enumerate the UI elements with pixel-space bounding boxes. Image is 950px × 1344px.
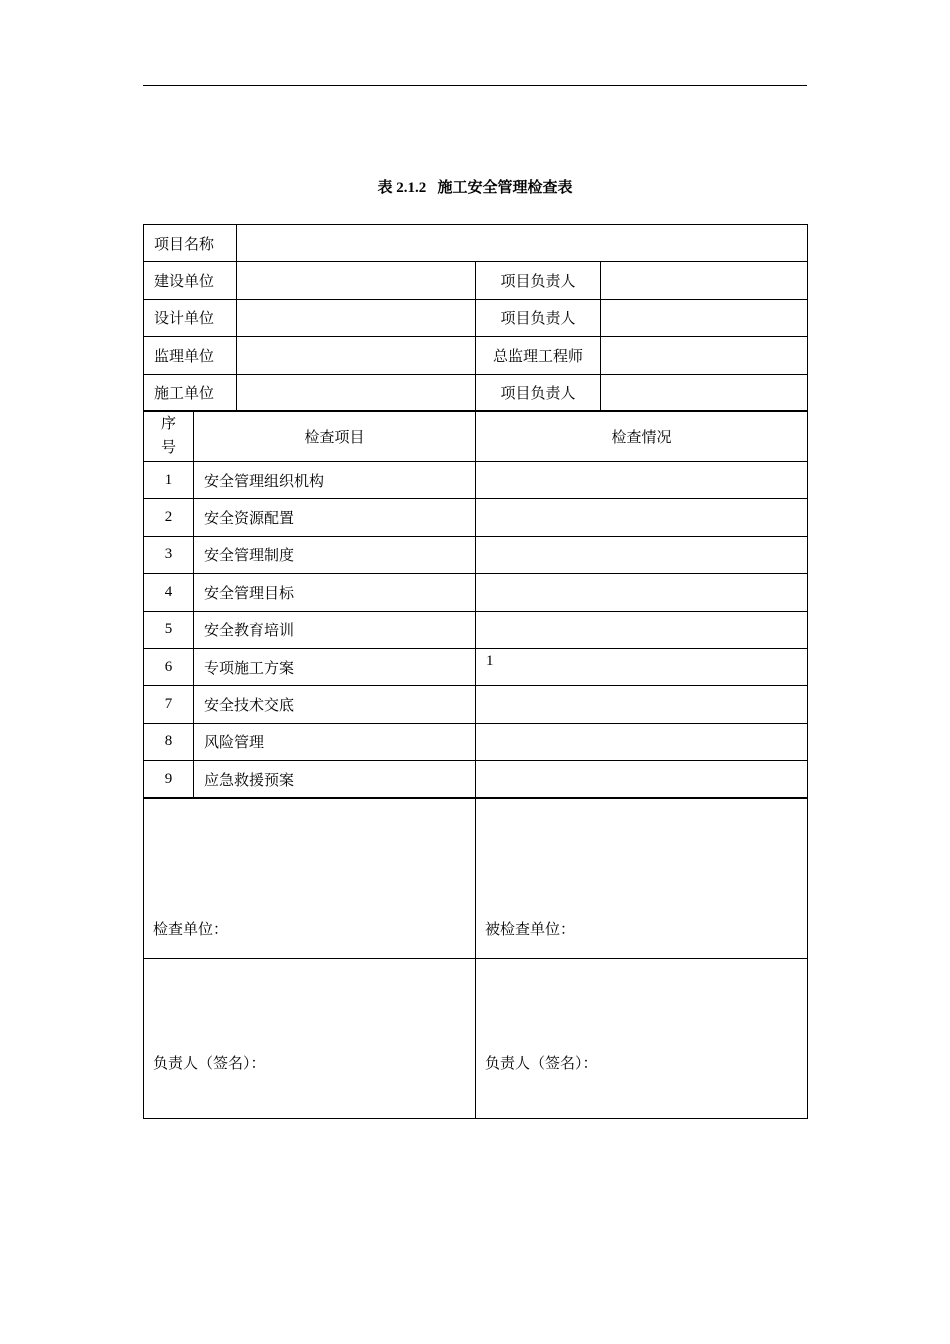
- role-value[interactable]: [601, 262, 808, 299]
- table-row: [144, 574, 808, 611]
- row-number: 7: [144, 686, 194, 723]
- role-label: 项目负责人: [476, 299, 601, 336]
- check-item: 安全资源配置: [194, 499, 476, 536]
- role-label: 总监理工程师: [476, 337, 601, 374]
- role-label: 项目负责人: [476, 262, 601, 299]
- table-row: [144, 536, 808, 573]
- unit-label: 建设单位: [144, 262, 237, 299]
- unit-label: 施工单位: [144, 374, 237, 411]
- check-item: 安全管理组织机构: [194, 462, 476, 499]
- info-row: [144, 262, 808, 299]
- item-header: 检查项目: [194, 411, 476, 462]
- table-row: [144, 686, 808, 723]
- check-item: 风险管理: [194, 723, 476, 760]
- row-number: 5: [144, 611, 194, 648]
- table-row: [144, 648, 808, 685]
- inspecting-unit-cell[interactable]: [144, 798, 476, 959]
- check-status[interactable]: 1: [476, 648, 808, 685]
- check-item: 安全教育培训: [194, 611, 476, 648]
- signature-table: [143, 797, 808, 1119]
- table-row: [144, 462, 808, 499]
- row-number: 9: [144, 761, 194, 798]
- check-status[interactable]: [476, 723, 808, 760]
- signature-row: [144, 958, 808, 1119]
- check-status[interactable]: [476, 462, 808, 499]
- check-item: 安全技术交底: [194, 686, 476, 723]
- project-name-label: 项目名称: [144, 225, 237, 262]
- table-row: [144, 761, 808, 798]
- check-status[interactable]: [476, 611, 808, 648]
- header-rule: [143, 85, 807, 86]
- info-row: [144, 374, 808, 411]
- signature-right-label: 负责人（签名）：: [485, 1056, 598, 1072]
- inspected-unit-cell[interactable]: [476, 798, 808, 959]
- check-items-table: [143, 410, 808, 799]
- role-value[interactable]: [601, 337, 808, 374]
- check-status[interactable]: [476, 499, 808, 536]
- row-number: 3: [144, 536, 194, 573]
- row-number: 4: [144, 574, 194, 611]
- role-value[interactable]: [601, 299, 808, 336]
- table-row: [144, 499, 808, 536]
- role-label: 项目负责人: [476, 374, 601, 411]
- unit-label: 监理单位: [144, 337, 237, 374]
- check-status[interactable]: [476, 574, 808, 611]
- project-name-value[interactable]: [237, 225, 808, 262]
- unit-value[interactable]: [237, 299, 476, 336]
- inspecting-unit-label: 检查单位：: [153, 921, 229, 938]
- check-status[interactable]: [476, 686, 808, 723]
- unit-row: [144, 798, 808, 959]
- row-number: 8: [144, 723, 194, 760]
- seq-header: [144, 411, 194, 462]
- role-value[interactable]: [601, 374, 808, 411]
- signature-right-cell[interactable]: [476, 958, 808, 1119]
- project-info-table: [143, 224, 808, 412]
- row-number: 1: [144, 462, 194, 499]
- table-row: [144, 611, 808, 648]
- seq-header-line1: 序: [160, 416, 176, 432]
- row-number: 2: [144, 499, 194, 536]
- signature-left-cell[interactable]: [144, 958, 476, 1119]
- unit-value[interactable]: [237, 337, 476, 374]
- unit-label: 设计单位: [144, 299, 237, 336]
- table-row: [144, 723, 808, 760]
- inspected-unit-label: 被检查单位：: [485, 921, 576, 938]
- info-row: [144, 337, 808, 374]
- check-item: 专项施工方案: [194, 648, 476, 685]
- unit-value[interactable]: [237, 374, 476, 411]
- check-status[interactable]: [476, 761, 808, 798]
- check-item: 安全管理制度: [194, 536, 476, 573]
- info-row: [144, 299, 808, 336]
- check-item: 应急救援预案: [194, 761, 476, 798]
- check-status[interactable]: [476, 536, 808, 573]
- unit-value[interactable]: [237, 262, 476, 299]
- status-header: 检查情况: [476, 411, 808, 462]
- items-header-row: [144, 411, 808, 462]
- signature-left-label: 负责人（签名）：: [153, 1056, 266, 1072]
- table-title: 表 2.1.2 施工安全管理检查表: [377, 180, 573, 196]
- row-number: 6: [144, 648, 194, 685]
- project-name-row: [144, 225, 808, 262]
- seq-header-line2: 号: [160, 440, 176, 456]
- check-item: 安全管理目标: [194, 574, 476, 611]
